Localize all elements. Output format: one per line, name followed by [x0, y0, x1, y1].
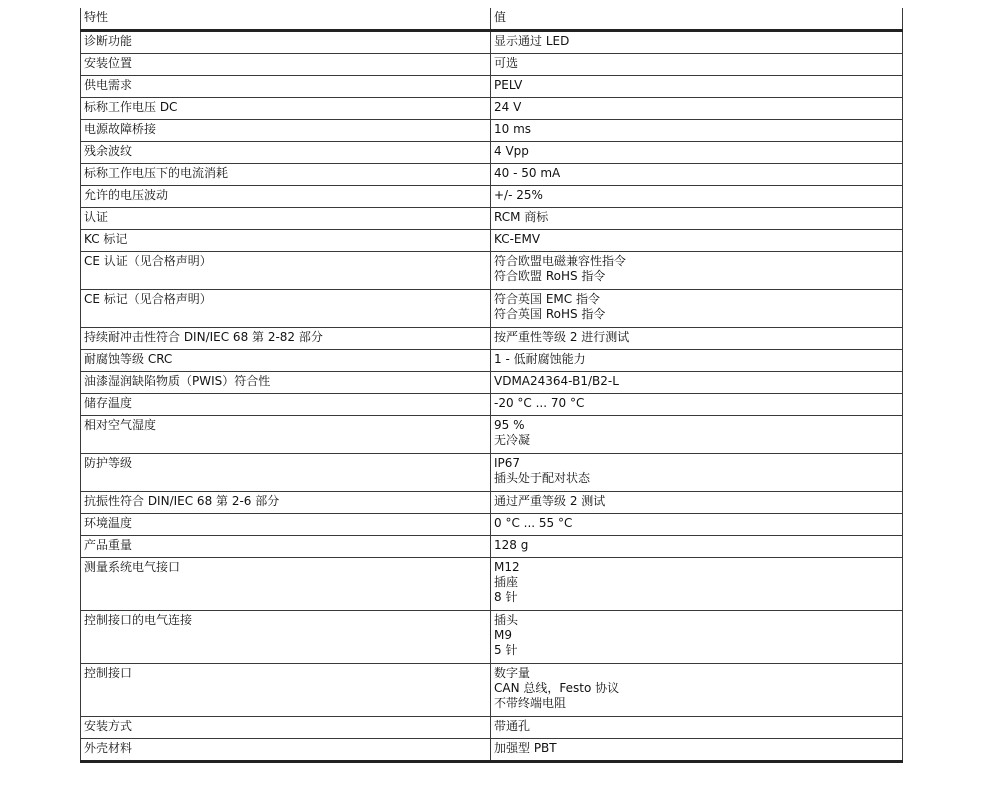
- value-cell: [491, 164, 903, 186]
- value-line: 符合英国 RoHS 指令: [494, 307, 606, 321]
- value-line: 插座: [494, 575, 519, 589]
- feature-cell: 储存温度: [81, 394, 491, 416]
- feature-cell: 认证: [81, 208, 491, 230]
- value-line: 40 - 50 mA: [494, 166, 561, 180]
- feature-cell: 外壳材料: [81, 739, 491, 762]
- feature-cell: 标称工作电压 DC: [81, 98, 491, 120]
- feature-cell: 诊断功能: [81, 31, 491, 54]
- table-row: [81, 164, 903, 186]
- feature-cell: 耐腐蚀等级 CRC: [81, 350, 491, 372]
- value-cell: [491, 372, 903, 394]
- feature-cell: 标称工作电压下的电流消耗: [81, 164, 491, 186]
- feature-cell: 抗振性符合 DIN/IEC 68 第 2-6 部分: [81, 492, 491, 514]
- table-row: [81, 98, 903, 120]
- value-line: IP67: [494, 456, 521, 470]
- value-cell: [491, 186, 903, 208]
- table-row: [81, 186, 903, 208]
- table-row: [81, 514, 903, 536]
- spec-table-container: [80, 8, 902, 763]
- value-cell: [491, 252, 903, 290]
- value-cell: [491, 739, 903, 762]
- feature-cell: 允许的电压波动: [81, 186, 491, 208]
- table-row: [81, 328, 903, 350]
- value-line: -20 °C ... 70 °C: [494, 396, 585, 410]
- value-cell: [491, 31, 903, 54]
- value-line: 10 ms: [494, 122, 532, 136]
- value-line: 按严重性等级 2 进行测试: [494, 330, 630, 344]
- value-line: VDMA24364-B1/B2-L: [494, 374, 619, 388]
- value-cell: [491, 536, 903, 558]
- table-row: [81, 664, 903, 717]
- table-row: [81, 558, 903, 611]
- table-row: [81, 350, 903, 372]
- feature-cell: CE 认证（见合格声明）: [81, 252, 491, 290]
- value-cell: [491, 290, 903, 328]
- value-cell: [491, 76, 903, 98]
- table-row: [81, 492, 903, 514]
- value-line: PELV: [494, 78, 523, 92]
- value-line: CAN 总线，Festo 协议: [494, 681, 620, 695]
- table-row: [81, 252, 903, 290]
- value-line: M9: [494, 628, 512, 642]
- feature-cell: 供电需求: [81, 76, 491, 98]
- feature-cell: 控制接口的电气连接: [81, 611, 491, 664]
- feature-cell: 电源故障桥接: [81, 120, 491, 142]
- table-row: [81, 31, 903, 54]
- value-line: 加强型 PBT: [494, 741, 557, 755]
- table-row: [81, 230, 903, 252]
- table-row: [81, 208, 903, 230]
- value-line: +/- 25%: [494, 188, 543, 202]
- feature-cell: 相对空气湿度: [81, 416, 491, 454]
- table-row: [81, 717, 903, 739]
- feature-cell: 控制接口: [81, 664, 491, 717]
- value-line: KC-EMV: [494, 232, 541, 246]
- spec-table: [80, 8, 903, 763]
- value-line: 1 - 低耐腐蚀能力: [494, 352, 586, 366]
- value-line: 插头: [494, 613, 519, 627]
- value-line: 符合欧盟 RoHS 指令: [494, 269, 606, 283]
- table-body: [81, 31, 903, 762]
- feature-cell: 持续耐冲击性符合 DIN/IEC 68 第 2-82 部分: [81, 328, 491, 350]
- value-line: 数字量: [494, 666, 531, 680]
- value-cell: [491, 492, 903, 514]
- feature-cell: 安装方式: [81, 717, 491, 739]
- feature-cell: 残余波纹: [81, 142, 491, 164]
- value-cell: [491, 350, 903, 372]
- value-line: 5 针: [494, 643, 518, 657]
- feature-cell: 油漆湿润缺陷物质（PWIS）符合性: [81, 372, 491, 394]
- header-row: [81, 8, 903, 31]
- value-line: 可选: [494, 56, 519, 70]
- feature-cell: 防护等级: [81, 454, 491, 492]
- feature-cell: 测量系统电气接口: [81, 558, 491, 611]
- value-line: 128 g: [494, 538, 529, 552]
- feature-cell: KC 标记: [81, 230, 491, 252]
- value-line: 显示通过 LED: [494, 34, 570, 48]
- value-line: RCM 商标: [494, 210, 549, 224]
- value-line: 95 %: [494, 418, 525, 432]
- table-row: [81, 394, 903, 416]
- value-line: 8 针: [494, 590, 518, 604]
- header-feature: 特性: [81, 8, 491, 31]
- value-cell: [491, 54, 903, 76]
- table-row: [81, 54, 903, 76]
- value-cell: [491, 394, 903, 416]
- value-line: 符合欧盟电磁兼容性指令: [494, 254, 627, 268]
- value-cell: [491, 416, 903, 454]
- value-cell: [491, 611, 903, 664]
- value-cell: [491, 328, 903, 350]
- feature-cell: CE 标记（见合格声明）: [81, 290, 491, 328]
- value-line: 通过严重等级 2 测试: [494, 494, 606, 508]
- value-line: 24 V: [494, 100, 522, 114]
- value-line: 4 Vpp: [494, 144, 529, 158]
- value-cell: [491, 514, 903, 536]
- value-cell: [491, 230, 903, 252]
- value-cell: [491, 142, 903, 164]
- value-line: 无冷凝: [494, 433, 531, 447]
- value-line: 0 °C ... 55 °C: [494, 516, 573, 530]
- table-row: [81, 372, 903, 394]
- feature-cell: 安装位置: [81, 54, 491, 76]
- table-row: [81, 536, 903, 558]
- value-cell: [491, 558, 903, 611]
- table-row: [81, 120, 903, 142]
- table-row: [81, 290, 903, 328]
- value-cell: [491, 454, 903, 492]
- table-row: [81, 611, 903, 664]
- value-cell: [491, 98, 903, 120]
- table-row: [81, 142, 903, 164]
- value-cell: [491, 664, 903, 717]
- value-line: 符合英国 EMC 指令: [494, 292, 600, 306]
- feature-cell: 环境温度: [81, 514, 491, 536]
- value-line: 插头处于配对状态: [494, 471, 591, 485]
- value-line: 不带终端电阻: [494, 696, 567, 710]
- table-row: [81, 454, 903, 492]
- value-cell: [491, 208, 903, 230]
- table-row: [81, 739, 903, 762]
- value-line: 带通孔: [494, 719, 531, 733]
- value-line: M12: [494, 560, 520, 574]
- table-row: [81, 416, 903, 454]
- value-cell: [491, 120, 903, 142]
- table-header: [81, 8, 903, 31]
- feature-cell: 产品重量: [81, 536, 491, 558]
- value-cell: [491, 717, 903, 739]
- header-value: 值: [491, 8, 903, 31]
- table-row: [81, 76, 903, 98]
